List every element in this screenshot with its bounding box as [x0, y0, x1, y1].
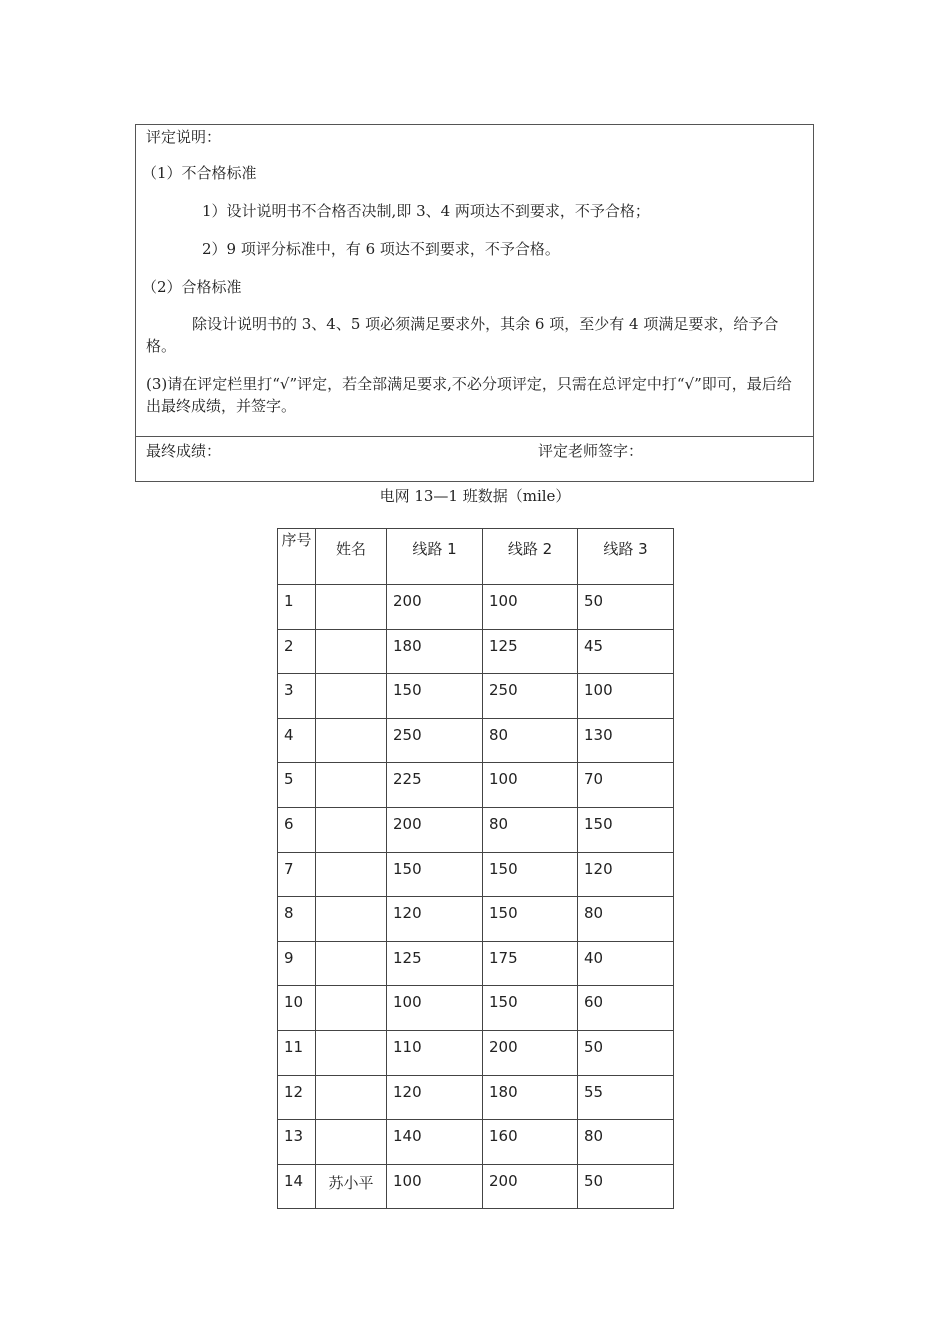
- table-row: [278, 674, 674, 719]
- header-line-2: 线路 2: [483, 529, 578, 585]
- table-row: [278, 1030, 674, 1075]
- fail-criteria-title: （1）不合格标准: [142, 164, 257, 182]
- cell-line-3: 120: [578, 852, 674, 897]
- final-score-label: 最终成绩：: [146, 442, 222, 460]
- cell-seq: 7: [278, 852, 316, 897]
- cell-line-1: 180: [387, 629, 483, 674]
- table-body: [278, 585, 674, 1209]
- header-line-3: 线路 3: [578, 529, 674, 585]
- cell-seq: 4: [278, 718, 316, 763]
- cell-line-1: 200: [387, 585, 483, 630]
- cell-line-2: 250: [483, 674, 578, 719]
- cell-line-2: 150: [483, 852, 578, 897]
- cell-seq: 13: [278, 1120, 316, 1165]
- cell-line-2: 150: [483, 897, 578, 942]
- table-row: [278, 807, 674, 852]
- cell-line-1: 250: [387, 718, 483, 763]
- cell-line-3: 50: [578, 585, 674, 630]
- table-row: [278, 941, 674, 986]
- cell-line-3: 45: [578, 629, 674, 674]
- cell-line-3: 130: [578, 718, 674, 763]
- cell-line-3: 50: [578, 1030, 674, 1075]
- cell-line-2: 100: [483, 585, 578, 630]
- cell-name: [316, 1075, 387, 1120]
- cell-line-3: 150: [578, 807, 674, 852]
- cell-line-1: 225: [387, 763, 483, 808]
- cell-name: [316, 763, 387, 808]
- cell-name: [316, 986, 387, 1031]
- pass-criteria-text: 除设计说明书的 3、4、5 项必须满足要求外，其余 6 项，至少有 4 项满足要求，给予合格。: [146, 315, 779, 355]
- cell-name: [316, 585, 387, 630]
- teacher-signature-label: 评定老师签字：: [538, 442, 644, 460]
- evaluation-heading: 评定说明：: [146, 128, 222, 146]
- cell-line-2: 200: [483, 1030, 578, 1075]
- cell-name: [316, 852, 387, 897]
- cell-seq: 14: [278, 1164, 316, 1209]
- cell-name: 苏小平: [316, 1164, 387, 1209]
- cell-line-1: 120: [387, 1075, 483, 1120]
- table-row: [278, 718, 674, 763]
- cell-line-2: 100: [483, 763, 578, 808]
- cell-line-3: 50: [578, 1164, 674, 1209]
- cell-name: [316, 807, 387, 852]
- cell-seq: 2: [278, 629, 316, 674]
- cell-name: [316, 674, 387, 719]
- table-row: [278, 1120, 674, 1165]
- header-seq: 序号: [278, 529, 316, 585]
- cell-line-1: 125: [387, 941, 483, 986]
- cell-seq: 9: [278, 941, 316, 986]
- cell-line-1: 150: [387, 674, 483, 719]
- divider: [136, 436, 813, 437]
- header-name: 姓名: [316, 529, 387, 585]
- cell-line-1: 110: [387, 1030, 483, 1075]
- table-row: [278, 763, 674, 808]
- table-row: [278, 585, 674, 630]
- cell-seq: 6: [278, 807, 316, 852]
- table-caption: 电网 13—1 班数据（mile）: [379, 487, 571, 505]
- table-row: [278, 852, 674, 897]
- table-header-row: [278, 529, 674, 585]
- cell-name: [316, 1030, 387, 1075]
- cell-line-2: 150: [483, 986, 578, 1031]
- cell-line-2: 180: [483, 1075, 578, 1120]
- cell-seq: 1: [278, 585, 316, 630]
- cell-line-1: 100: [387, 986, 483, 1031]
- cell-seq: 5: [278, 763, 316, 808]
- data-table: [277, 528, 674, 1209]
- table-row: [278, 897, 674, 942]
- cell-line-2: 80: [483, 807, 578, 852]
- cell-line-3: 40: [578, 941, 674, 986]
- cell-name: [316, 897, 387, 942]
- cell-line-3: 60: [578, 986, 674, 1031]
- cell-seq: 11: [278, 1030, 316, 1075]
- cell-line-3: 80: [578, 1120, 674, 1165]
- table-row: [278, 1164, 674, 1209]
- cell-seq: 3: [278, 674, 316, 719]
- cell-seq: 8: [278, 897, 316, 942]
- cell-line-2: 160: [483, 1120, 578, 1165]
- table-row: [278, 629, 674, 674]
- cell-name: [316, 718, 387, 763]
- cell-line-3: 70: [578, 763, 674, 808]
- table-row: [278, 986, 674, 1031]
- cell-line-3: 80: [578, 897, 674, 942]
- cell-line-2: 200: [483, 1164, 578, 1209]
- cell-name: [316, 1120, 387, 1165]
- header-line-1: 线路 1: [387, 529, 483, 585]
- evaluation-notes: [136, 125, 813, 436]
- cell-line-1: 120: [387, 897, 483, 942]
- cell-name: [316, 941, 387, 986]
- cell-line-1: 150: [387, 852, 483, 897]
- pass-criteria-title: （2）合格标准: [142, 278, 242, 296]
- fail-criteria-item: 1）设计说明书不合格否决制,即 3、4 两项达不到要求，不予合格；: [202, 202, 650, 220]
- cell-line-2: 80: [483, 718, 578, 763]
- table-row: [278, 1075, 674, 1120]
- cell-line-1: 100: [387, 1164, 483, 1209]
- cell-line-2: 125: [483, 629, 578, 674]
- signing-note: (3)请在评定栏里打“√”评定，若全部满足要求,不必分项评定，只需在总评定中打“√”即可，最后给出最终成绩，并签字。: [146, 375, 792, 415]
- evaluation-box: [135, 124, 814, 482]
- cell-line-3: 100: [578, 674, 674, 719]
- cell-name: [316, 629, 387, 674]
- cell-seq: 12: [278, 1075, 316, 1120]
- cell-line-1: 200: [387, 807, 483, 852]
- fail-criteria-item: 2）9 项评分标准中，有 6 项达不到要求，不予合格。: [202, 240, 560, 258]
- cell-line-3: 55: [578, 1075, 674, 1120]
- cell-line-1: 140: [387, 1120, 483, 1165]
- cell-line-2: 175: [483, 941, 578, 986]
- cell-seq: 10: [278, 986, 316, 1031]
